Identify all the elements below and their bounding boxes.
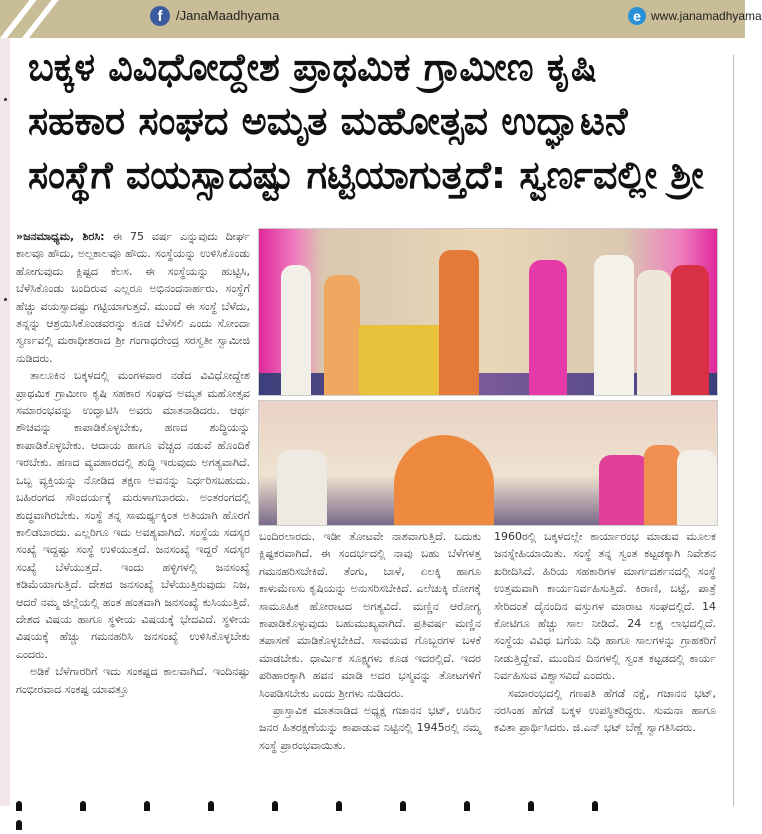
article-column-3 xyxy=(494,528,716,737)
internet-explorer-icon: e xyxy=(628,7,646,25)
article-paragraph: ಸಮಾರಂಭದಲ್ಲಿ ಗಣಪತಿ ಹೆಗಡೆ ನಕ್ಷೆ, ಗಜಾನನ ಭಟ್, ನರಸಿಂಹ ಹೆಗಡೆ ಬಕ್ಕಳ ಉಪಸ್ಥಿತರಿದ್ದರು. ಸುಮನಾ ಹಾಗೂ ಕವಿತಾ ಪ್ರಾರ್ಥಿಸಿದರು. ಜಿ.ಎನ್ ಭಟ್ ಬೆಣ್ಣೆ ಸ್ವಾಗತಿಸಿದರು. xyxy=(494,686,716,735)
headline xyxy=(28,40,728,202)
article-column-1 xyxy=(16,228,250,698)
swamiji-addressing-gathering-photo xyxy=(258,400,718,526)
facebook-icon: f xyxy=(150,6,170,26)
article-paragraph: ತಾಲೂಕಿನ ಬಕ್ಕಳದಲ್ಲಿ ಮಂಗಳವಾರ ನಡೆದ ವಿವಿಧೋದ್ದೇಶ ಪ್ರಾಥಮಿಕ ಗ್ರಾಮೀಣ ಕೃಷಿ ಸಹಕಾರ ಸಂಘದ ಅಮೃತ ಮಹೋತ್ಸವ ಸಮಾರಂಭವನ್ನು ಉದ್ಘಾಟಿಸಿ ಅವರು ಮಾತನಾಡಿದರು. ಆರ್ಥ ಶೌಚವನ್ನು ಕಾಪಾಡಿಕೊಳ್ಳಬೇಕು, ಹಣದ ಶುದ್ಧಿಯನ್ನು ಕಾಪಾಡಿಕೊಳ್ಳಬೇಕು. ಆದಾಯ ಹಾಗೂ ವೆಚ್ಚದ ನಡುವೆ ಹೊಂದಿಕೆ ಇರಬೇಕು. ಹಣದ ವ್ಯವಹಾರದಲ್ಲಿ ಶುದ್ಧಿ ಇರುವುದು ಅಗತ್ಯವಾಗಿದೆ. ಒಬ್ಬ ವ್ಯಕ್ತಿಯನ್ನು ನೋಡಿದ ತಕ್ಷಣ ಅವನನ್ನು ನಿರ್ಧರಿಸಬಹುದು. ಬಹಿರಂಗದ ಸೌಂದರ್ಯಕ್ಕೆ ಮರುಳಾಗಬಾರದು. ಅಂತರಂಗದಲ್ಲಿ ಶುದ್ಧವಾಗಿರಬೇಕು. ಸಂಸ್ಥೆ ತನ್ನ ಸಾಮರ್ಥ್ಯಕ್ಕಿಂತ ಅತಿಯಾಗಿ ಹೊರಗೆ ಕಾಲಿಡಬಾರದು. ಎಲ್ಲರಿಗೂ ಇದು ಅವಶ್ಯವಾಗಿದೆ. ಸಂಸ್ಥೆಯ ಸದಸ್ಯರ ಸಂಖ್ಯೆ ಇದ್ದಷ್ಟು ಸಂಸ್ಥೆ ಉಳಿಯುತ್ತದೆ. ಜನಸಂಖ್ಯೆ ಇದ್ದರೆ ಸದಸ್ಯರ ಸಂಖ್ಯೆ ಬೆಳೆಯುತ್ತದೆ. ಇಂದು ಹಳ್ಳಿಗಳಲ್ಲಿ ಜನಸಂಖ್ಯೆ ಕಡಿಮೆಯಾಗುತ್ತಿದೆ. ದೇಶದ ಜನಸಂಖ್ಯೆ ಬೆಳೆಯುತ್ತಿರುವುದು ನಿಜ, ಆದರೆ ನಮ್ಮ ಜಿಲ್ಲೆಯಲ್ಲಿ ಹಂತ ಹಂತವಾಗಿ ಜನಸಂಖ್ಯೆ ಕುಸಿಯುತ್ತಿದೆ. ದೇಶದ ವಿಷಯ ಹಾಗೂ ಸ್ಥಳೀಯ ವಿಷಯಕ್ಕೆ ಭೇದವಿದೆ. ಸ್ಥಳೀಯ ವಿಷಯಕ್ಕೆ ಹೆಚ್ಚು ಗಮನಹರಿಸಿ ಜನಸಂಖ್ಯೆ ಉಳಿಸಿಕೊಳ್ಳಬೇಕು ಎಂದರು. xyxy=(16,369,250,661)
cropped-next-headline xyxy=(16,796,716,806)
lamp-lighting-ceremony-photo xyxy=(258,228,718,396)
article-column-2 xyxy=(259,528,481,754)
article-paragraph: 1960ರಲ್ಲಿ ಬಕ್ಕಳದಲ್ಲೇ ಕಾರ್ಯಾರಂಭ ಮಾಡುವ ಮೂಲಕ ಜನಸ್ನೇಹಿಯಾಯಿತು. ಸಂಸ್ಥೆ ತನ್ನ ಸ್ವಂತ ಕಟ್ಟಡಕ್ಕಾಗಿ ನಿವೇಶನ ಖರೀದಿಸಿದೆ. ಹಿರಿಯ ಸಹಕಾರಿಗಳ ಮಾರ್ಗದರ್ಶನದಲ್ಲಿ ಸಂಸ್ಥೆ ಉತ್ತಮವಾಗಿ ಕಾರ್ಯನಿರ್ವಹಿಸುತ್ತಿದೆ. ಕಿರಾಣಿ, ಬಟ್ಟೆ, ಪಾತ್ರೆ ಸೇರಿದಂತೆ ದೈನಂದಿನ ವಸ್ತುಗಳ ಮಾರಾಟ ಸಂಘದಲ್ಲಿದೆ. 14 ಕೋಟಿಗೂ ಹೆಚ್ಚು ಸಾಲ ನೀಡಿದೆ. 24 ಲಕ್ಷ ಲಾಭದಲ್ಲಿದೆ. ಸಂಸ್ಥೆಯ ವಿವಿಧ ಬಗೆಯ ನಿಧಿ ಹಾಗೂ ಸಾಲಗಳನ್ನು ಗ್ರಾಹಕರಿಗೆ ನೀಡುತ್ತಿದ್ದೇವೆ. ಮುಂದಿನ ದಿನಗಳಲ್ಲಿ ಸ್ವಂತ ಕಟ್ಟಡದಲ್ಲಿ ಕಾರ್ಯ ನಿರ್ವಹಿಸುವ ವಿಶ್ವಾಸವಿದೆ ಎಂದರು. xyxy=(494,530,716,683)
article-paragraph: ಅಡಿಕೆ ಬೆಳೆಗಾರರಿಗೆ ಇದು ಸಂಕಷ್ಟದ ಕಾಲವಾಗಿದೆ. ಇಂದಿನಷ್ಟು ಗಂಭೀರವಾದ ಸಂಕಷ್ಟ ಯಾವತ್ತೂ xyxy=(16,665,250,696)
dateline: »ಜನಮಾಧ್ಯಮ, ಶಿರಸಿ: xyxy=(16,230,105,243)
article-paragraph xyxy=(16,228,250,367)
margin-dot xyxy=(4,298,7,301)
article-paragraph: ಬಂದಿರಲಾರದು. ಇಡೀ ತೋಟವೇ ನಾಶವಾಗುತ್ತಿದೆ. ಬದುಕು ಕ್ಲಿಷ್ಟಕರವಾಗಿದೆ. ಈ ಸಂದರ್ಭದಲ್ಲಿ ನಾವು ಬಹು ಬೆಳೆಗಳತ್ತ ಗಮನಹರಿಸಬೇಕಿದೆ. ತೆಂಗು, ಬಾಳೆ, ಏಲಕ್ಕಿ ಹಾಗೂ ಕಾಳುಮೆಣಸು ಕೃಷಿಯನ್ನು ಅನುಸರಿಸಬೇಕಿದೆ. ಎಲೆಚುಕ್ಕಿ ರೋಗಕ್ಕೆ ಸಾಮೂಹಿಕ ಹೋರಾಟದ ಅಗತ್ಯವಿದೆ. ಮಣ್ಣಿನ ಆರೋಗ್ಯ ಕಾಪಾಡಿಕೊಳ್ಳುವುದು ಬಹುಮುಖ್ಯವಾಗಿದೆ. ಪ್ರತಿವರ್ಷ ಮಣ್ಣಿನ ತಪಾಸಣೆ ಮಾಡಿಕೊಳ್ಳಬೇಕಿದೆ. ಸಾವಯವ ಗೊಬ್ಬರಗಳ ಬಳಕೆ ಮಾಡಬೇಕು. ಧಾರ್ಮಿಕ ಸೂಕ್ಷ್ಮಗಳು ಕೂಡ ಇದರಲ್ಲಿದೆ. ಇದರ ಪರಿಹಾರಕ್ಕಾಗಿ ಹವನ ಮಾಡಿ ಅದರ ಭಸ್ಮವನ್ನು ತೋಟಗಳಿಗೆ ಸಿಂಪಡಿಸಬೇಕು ಎಂದು ಶ್ರೀಗಳು ನುಡಿದರು. xyxy=(259,530,481,700)
margin-dot xyxy=(4,98,7,101)
left-margin xyxy=(0,38,10,806)
headline-line-3: ಸಂಸ್ಥೆಗೆ ವಯಸ್ಸಾದಷ್ಟು ಗಟ್ಟಿಯಾಗುತ್ತದೆ: ಸ್ವರ್ಣವಲ್ಲೀ ಶ್ರೀ xyxy=(28,153,704,197)
headline-line-1: ಬಕ್ಕಳ ವಿವಿಧೋದ್ದೇಶ ಪ್ರಾಥಮಿಕ ಗ್ರಾಮೀಣ ಕೃಷಿ xyxy=(28,45,597,89)
paragraph-text: ಈ 75 ವರ್ಷ ಎನ್ನುವುದು ದೀರ್ಘ ಕಾಲವೂ ಹೌದು, ಅಲ್ಪಕಾಲವೂ ಹೌದು. ಸಂಸ್ಥೆಯನ್ನು ಉಳಿಸಿಕೊಂಡು ಹೋಗುವುದು ಕ್ಲಿಷ್ಟದ ಕೆಲಸ. ಈ ಸಂಸ್ಥೆಯನ್ನು ಹುಟ್ಟಿಸಿ, ಬೆಳೆಸಿಕೊಂಡು ಬಂದಿರುವ ಎಲ್ಲರೂ ಅಭಿನಂದನಾರ್ಹರು. ಸಂಸ್ಥೆಗೆ ಹೆಚ್ಚು ವಯಸ್ಸಾದಷ್ಟು ಗಟ್ಟಿಯಾಗುತ್ತದೆ. ಮುಂದೆ ಈ ಸಂಸ್ಥೆ ಬೆಳೆದು, ತನ್ನನ್ನು ಆಶ್ರಯಿಸಿಕೊಂಡವರನ್ನು ಕೂಡ ಬೆಳೆಸಲಿ ಎಂದು ಸೋಂದಾ ಸ್ವರ್ಣವಲ್ಲಿ ಮಠಾಧೀಶರಾದ ಶ್ರೀ ಗಂಗಾಧರೇಂದ್ರ ಸರಸ್ವತೀ ಸ್ವಾಮೀಜಿ ನುಡಿದರು. xyxy=(16,230,250,365)
headline-line-2: ಸಹಕಾರ ಸಂಘದ ಅಮೃತ ಮಹೋತ್ಸವ ಉದ್ಘಾಟನೆ xyxy=(28,99,628,143)
article-paragraph: ಪ್ರಾಸ್ತಾವಿಕ ಮಾತನಾಡಿದ ಅಧ್ಯಕ್ಷ ಗಜಾನನ ಭಟ್, ಊರಿನ ಜನರ ಹಿತರಕ್ಷಣೆಯನ್ನು ಕಾಪಾಡುವ ನಿಟ್ಟಿನಲ್ಲಿ 1945ರಲ್ಲಿ ನಮ್ಮ ಸಂಸ್ಥೆ ಪ್ರಾರಂಭವಾಯಿತು. xyxy=(259,704,481,752)
website-url: www.janamadhyama xyxy=(651,9,762,23)
masthead-band xyxy=(0,0,762,38)
facebook-handle: /JanaMaadhyama xyxy=(176,8,280,23)
column-divider xyxy=(733,55,734,806)
